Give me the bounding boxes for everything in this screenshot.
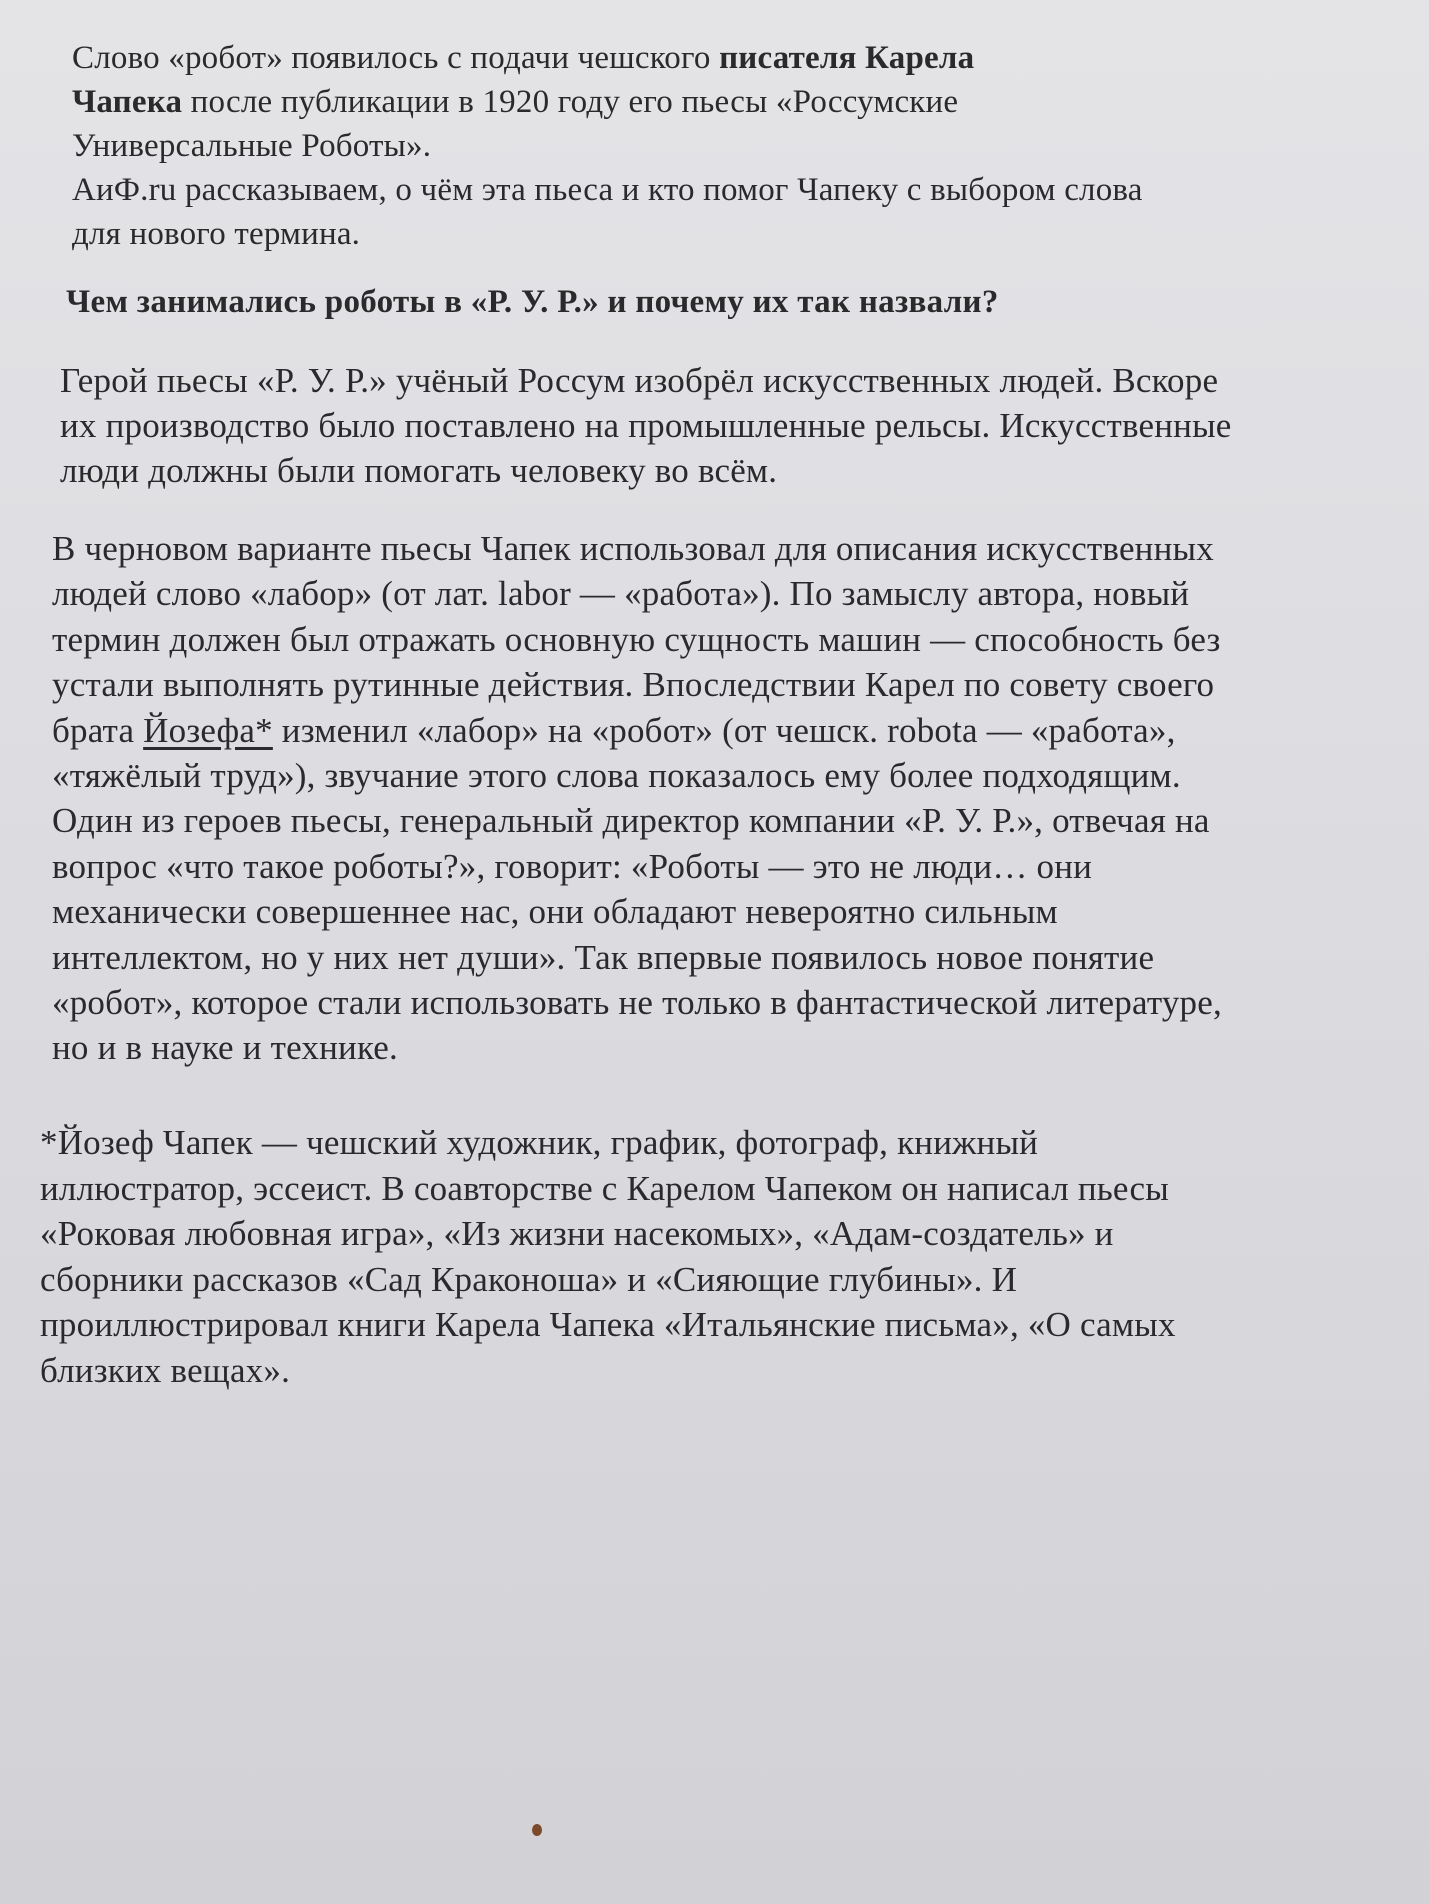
paragraph-1-line: люди должны были помогать человеку во всём. [60, 451, 778, 490]
footnote-link-josef[interactable]: Йозефа* [143, 710, 273, 750]
footnote-line: *Йозеф Чапек — чешский художник, график, фотограф, книжный [40, 1123, 1039, 1162]
paragraph-2-line: термин должен был отражать основную сущность машин — способность без [52, 619, 1221, 659]
intro-text: Слово «робот» появилось с подачи чешского [72, 40, 720, 76]
intro-line-1 [72, 36, 1143, 80]
paragraph-2-line: устали выполнять рутинные действия. Впоследствии Карел по совету своего [52, 665, 1215, 705]
intro-bold-author-surname: Чапека [72, 84, 183, 120]
paragraph-1 [60, 358, 1232, 493]
footnote-line: сборники рассказов «Сад Краконоша» и «Сияющие глубины». И [40, 1259, 1018, 1299]
intro-line-2 [72, 80, 1143, 124]
paragraph-2-line: вопрос «что такое роботы?», говорит: «Роботы — это не люди… они [52, 846, 1093, 886]
paragraph-2-line: Один из героев пьесы, генеральный директор компании «Р. У. Р.», отвечая на [52, 801, 1210, 841]
paragraph-1-line: их производство было поставлено на промышленные рельсы. Искусственные [60, 406, 1232, 445]
intro-paragraph [72, 36, 1143, 256]
footnote-paragraph [40, 1120, 1176, 1394]
intro-line-5: для нового термина. [72, 216, 361, 252]
paragraph-2-line: интеллектом, но у них нет души». Так впервые появилось новое понятие [52, 937, 1155, 977]
paragraph-2 [52, 526, 1222, 1071]
intro-line-3: Универсальные Роботы». [72, 128, 432, 164]
intro-line-4: АиФ.ru рассказываем, о чём эта пьеса и кто помог Чапеку с выбором слова [72, 172, 1143, 208]
paragraph-2-line: «тяжёлый труд»), звучание этого слова показалось ему более подходящим. [52, 756, 1181, 796]
footnote-line: проиллюстрировал книги Карела Чапека «Итальянские письма», «О самых [40, 1305, 1176, 1345]
intro-bold-author: писателя Карела [719, 40, 975, 76]
paragraph-2-text: изменил «лабор» на «робот» (от чешск. robota — «работа», [272, 710, 1176, 750]
paragraph-2-line: В черновом варианте пьесы Чапек использовал для описания искусственных [52, 529, 1214, 568]
paragraph-2-line: но и в науке и технике. [52, 1028, 398, 1068]
paragraph-2-line: механически совершеннее нас, они обладают невероятно сильным [52, 892, 1058, 932]
paper-speck [532, 1824, 542, 1836]
paragraph-2-text: брата [52, 710, 144, 750]
section-heading: Чем занимались роботы в «Р. У. Р.» и почему их так назвали? [66, 284, 999, 320]
footnote-line: близких вещах». [40, 1350, 291, 1390]
paragraph-2-line [52, 708, 1222, 753]
footnote-line: иллюстратор, эссеист. В соавторстве с Карелом Чапеком он написал пьесы [40, 1168, 1169, 1208]
paragraph-2-line: «робот», которое стали использовать не только в фантастической литературе, [52, 983, 1222, 1023]
paragraph-2-line: людей слово «лабор» (от лат. labor — «работа»). По замыслу автора, новый [52, 574, 1190, 614]
paragraph-1-line: Герой пьесы «Р. У. Р.» учёный Россум изобрёл искусственных людей. Вскоре [60, 361, 1219, 400]
footnote-line: «Роковая любовная игра», «Из жизни насекомых», «Адам-создатель» и [40, 1214, 1114, 1254]
intro-text: после публикации в 1920 году его пьесы «Россумские [182, 84, 959, 120]
